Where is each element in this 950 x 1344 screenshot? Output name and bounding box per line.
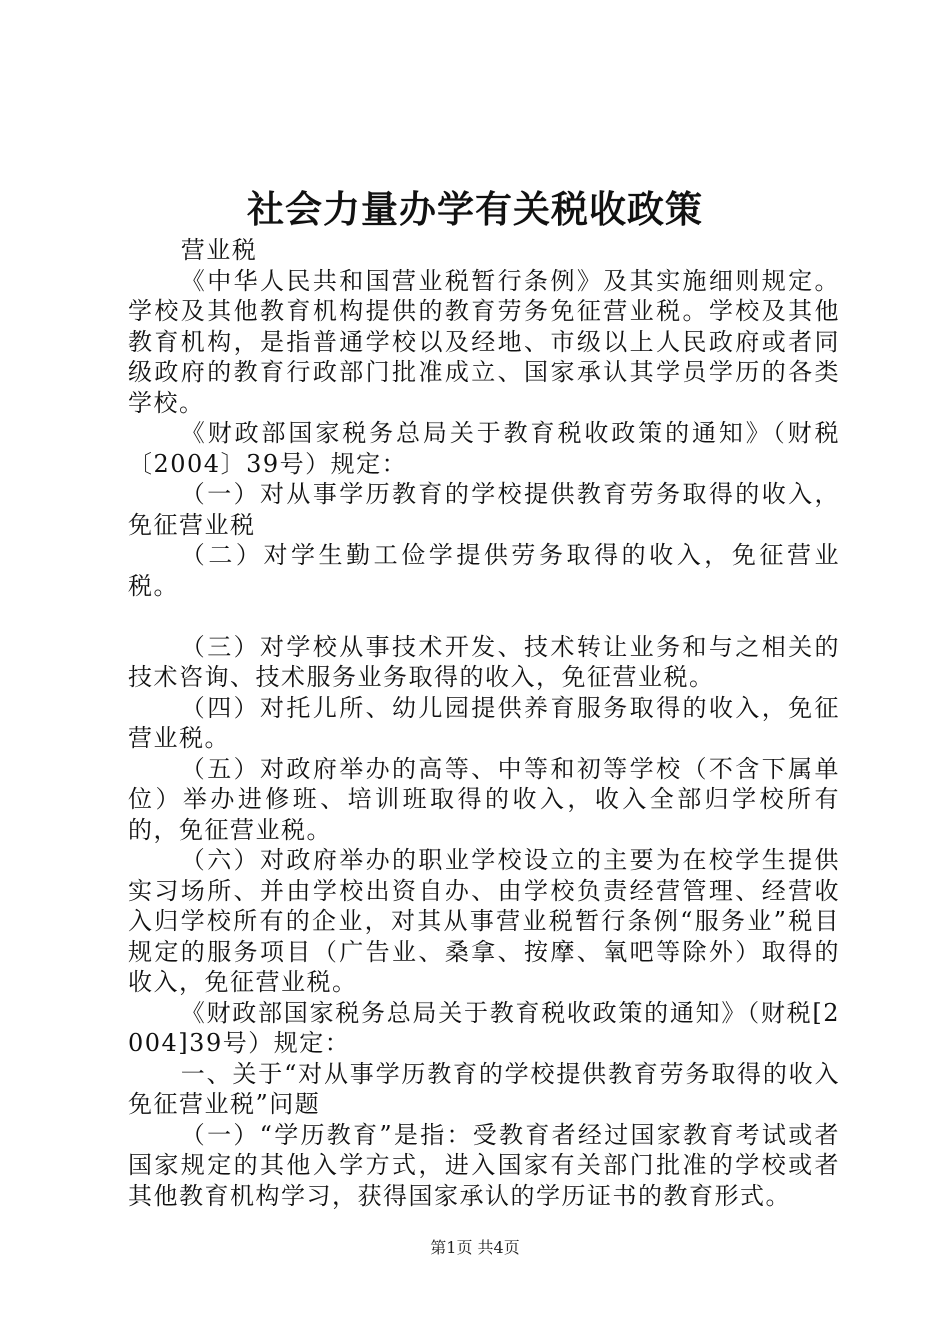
paragraph-regulation: 《中华人民共和国营业税暂行条例》及其实施细则规定。学校及其他教育机构提供的教育劳务免征营业税。学校及其他教育机构，是指普通学校以及经地、市级以上人民政府或者同级政府的教育行政部门批准成立、国家承认其学员学历的各类学校。: [128, 266, 840, 417]
blank-line: [128, 601, 840, 632]
paragraph-notice-2004: 《财政部国家税务总局关于教育税收政策的通知》（财税〔2004〕39号）规定：: [128, 419, 840, 478]
list-item-4: （四）对托儿所、幼儿园提供养育服务取得的收入，免征营业税。: [128, 693, 840, 752]
list-item-1: （一）对从事学历教育的学校提供教育劳务取得的收入，免征营业税: [128, 480, 840, 539]
list-item-2: （二）对学生勤工俭学提供劳务取得的收入，免征营业税。: [128, 541, 840, 600]
list-item-6: （六）对政府举办的职业学校设立的主要为在校学生提供实习场所、并由学校出资自办、由学校负责经营管理、经营收入归学校所有的企业，对其从事营业税暂行条例“服务业”税目规定的服务项目（广告业、桑拿、按摩、氧吧等除外）取得的收入，免征营业税。: [128, 846, 840, 996]
document-title: 社会力量办学有关税收政策: [247, 187, 703, 231]
document-body: [128, 235, 840, 1211]
list-item-5: （五）对政府举办的高等、中等和初等学校（不含下属单位）举办进修班、培训班取得的收入，收入全部归学校所有的，免征营业税。: [128, 754, 840, 844]
list-item-3: （三）对学校从事技术开发、技术转让业务和与之相关的技术咨询、技术服务业务取得的收入，免征营业税。: [128, 632, 840, 691]
section-heading-business-tax: 营业税: [180, 236, 258, 264]
page-footer: 第1页 共4页: [430, 1238, 520, 1257]
definition-academic-education: （一）“学历教育”是指：受教育者经过国家教育考试或者国家规定的其他入学方式，进入国家有关部门批准的学校或者其他教育机构学习，获得国家承认的学历证书的教育形式。: [128, 1120, 840, 1210]
paragraph-notice-2004-repeat: 《财政部国家税务总局关于教育税收政策的通知》（财税[2004]39号）规定：: [128, 998, 840, 1057]
section-heading-one: 一、关于“对从事学历教育的学校提供教育劳务取得的收入免征营业税”问题: [128, 1059, 840, 1118]
